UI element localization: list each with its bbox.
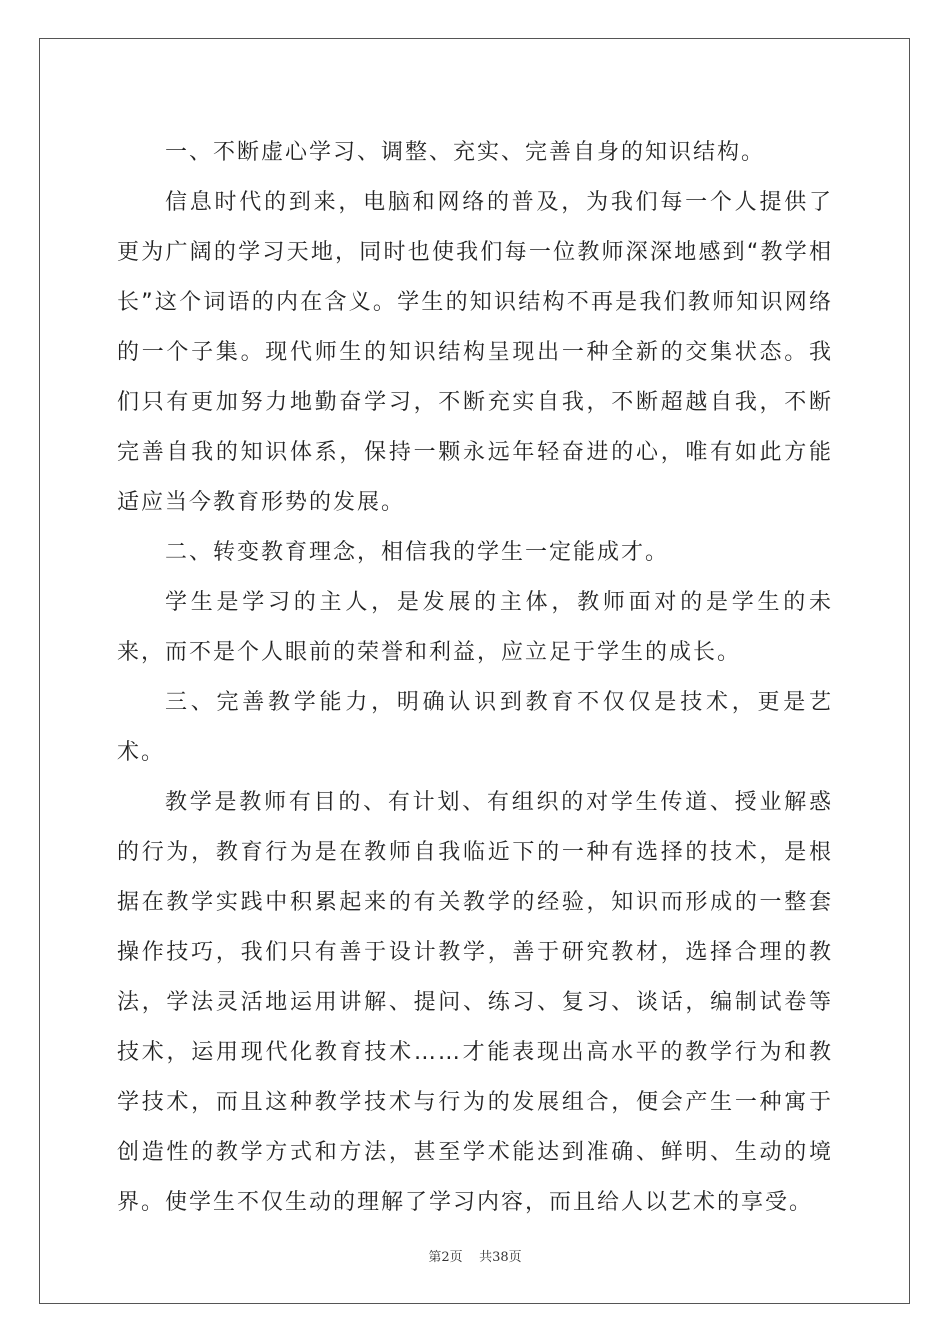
document-body [117, 128, 833, 1228]
section-heading-2: 二、转变教育理念，相信我的学生一定能成才。 [165, 540, 670, 565]
section-heading-1: 一、不断虚心学习、调整、充实、完善自身的知识结构。 [165, 140, 766, 165]
paragraph-3: 教学是教师有目的、有计划、有组织的对学生传道、授业解惑的行为，教育行为是在教师自我临近下的一种有选择的技术，是根据在教学实践中积累起来的有关教学的经验，知识而形成的一整套操作技巧，我们只有善于设计教学，善于研究教材，选择合理的教法，学法灵活地运用讲解、提问、练习、复习、谈话，编制试卷等技术，运用现代化教育技术……才能表现出高水平的教学行为和教学技术，而且这种教学技术与行为的发展组合，便会产生一种寓于创造性的教学方式和方法，甚至学术能达到准确、鲜明、生动的境界。使学生不仅生动的理解了学习内容，而且给人以艺术的享受。 [117, 790, 833, 1215]
total-pages: 共38页 [479, 1250, 522, 1265]
section-heading-3: 三、完善教学能力，明确认识到教育不仅仅是技术，更是艺术。 [117, 690, 833, 765]
paragraph-1: 信息时代的到来，电脑和网络的普及，为我们每一个人提供了更为广阔的学习天地，同时也使我们每一位教师深深地感到“教学相长”这个词语的内在含义。学生的知识结构不再是我们教师知识网络的一个子集。现代师生的知识结构呈现出一种全新的交集状态。我们只有更加努力地勤奋学习，不断充实自我，不断超越自我，不断完善自我的知识体系，保持一颗永远年轻奋进的心，唯有如此方能适应当今教育形势的发展。 [117, 190, 833, 515]
page-footer [0, 1246, 950, 1265]
page-number: 第2页 [428, 1250, 463, 1265]
paragraph-2: 学生是学习的主人，是发展的主体，教师面对的是学生的未来，而不是个人眼前的荣誉和利益，应立足于学生的成长。 [117, 590, 833, 665]
